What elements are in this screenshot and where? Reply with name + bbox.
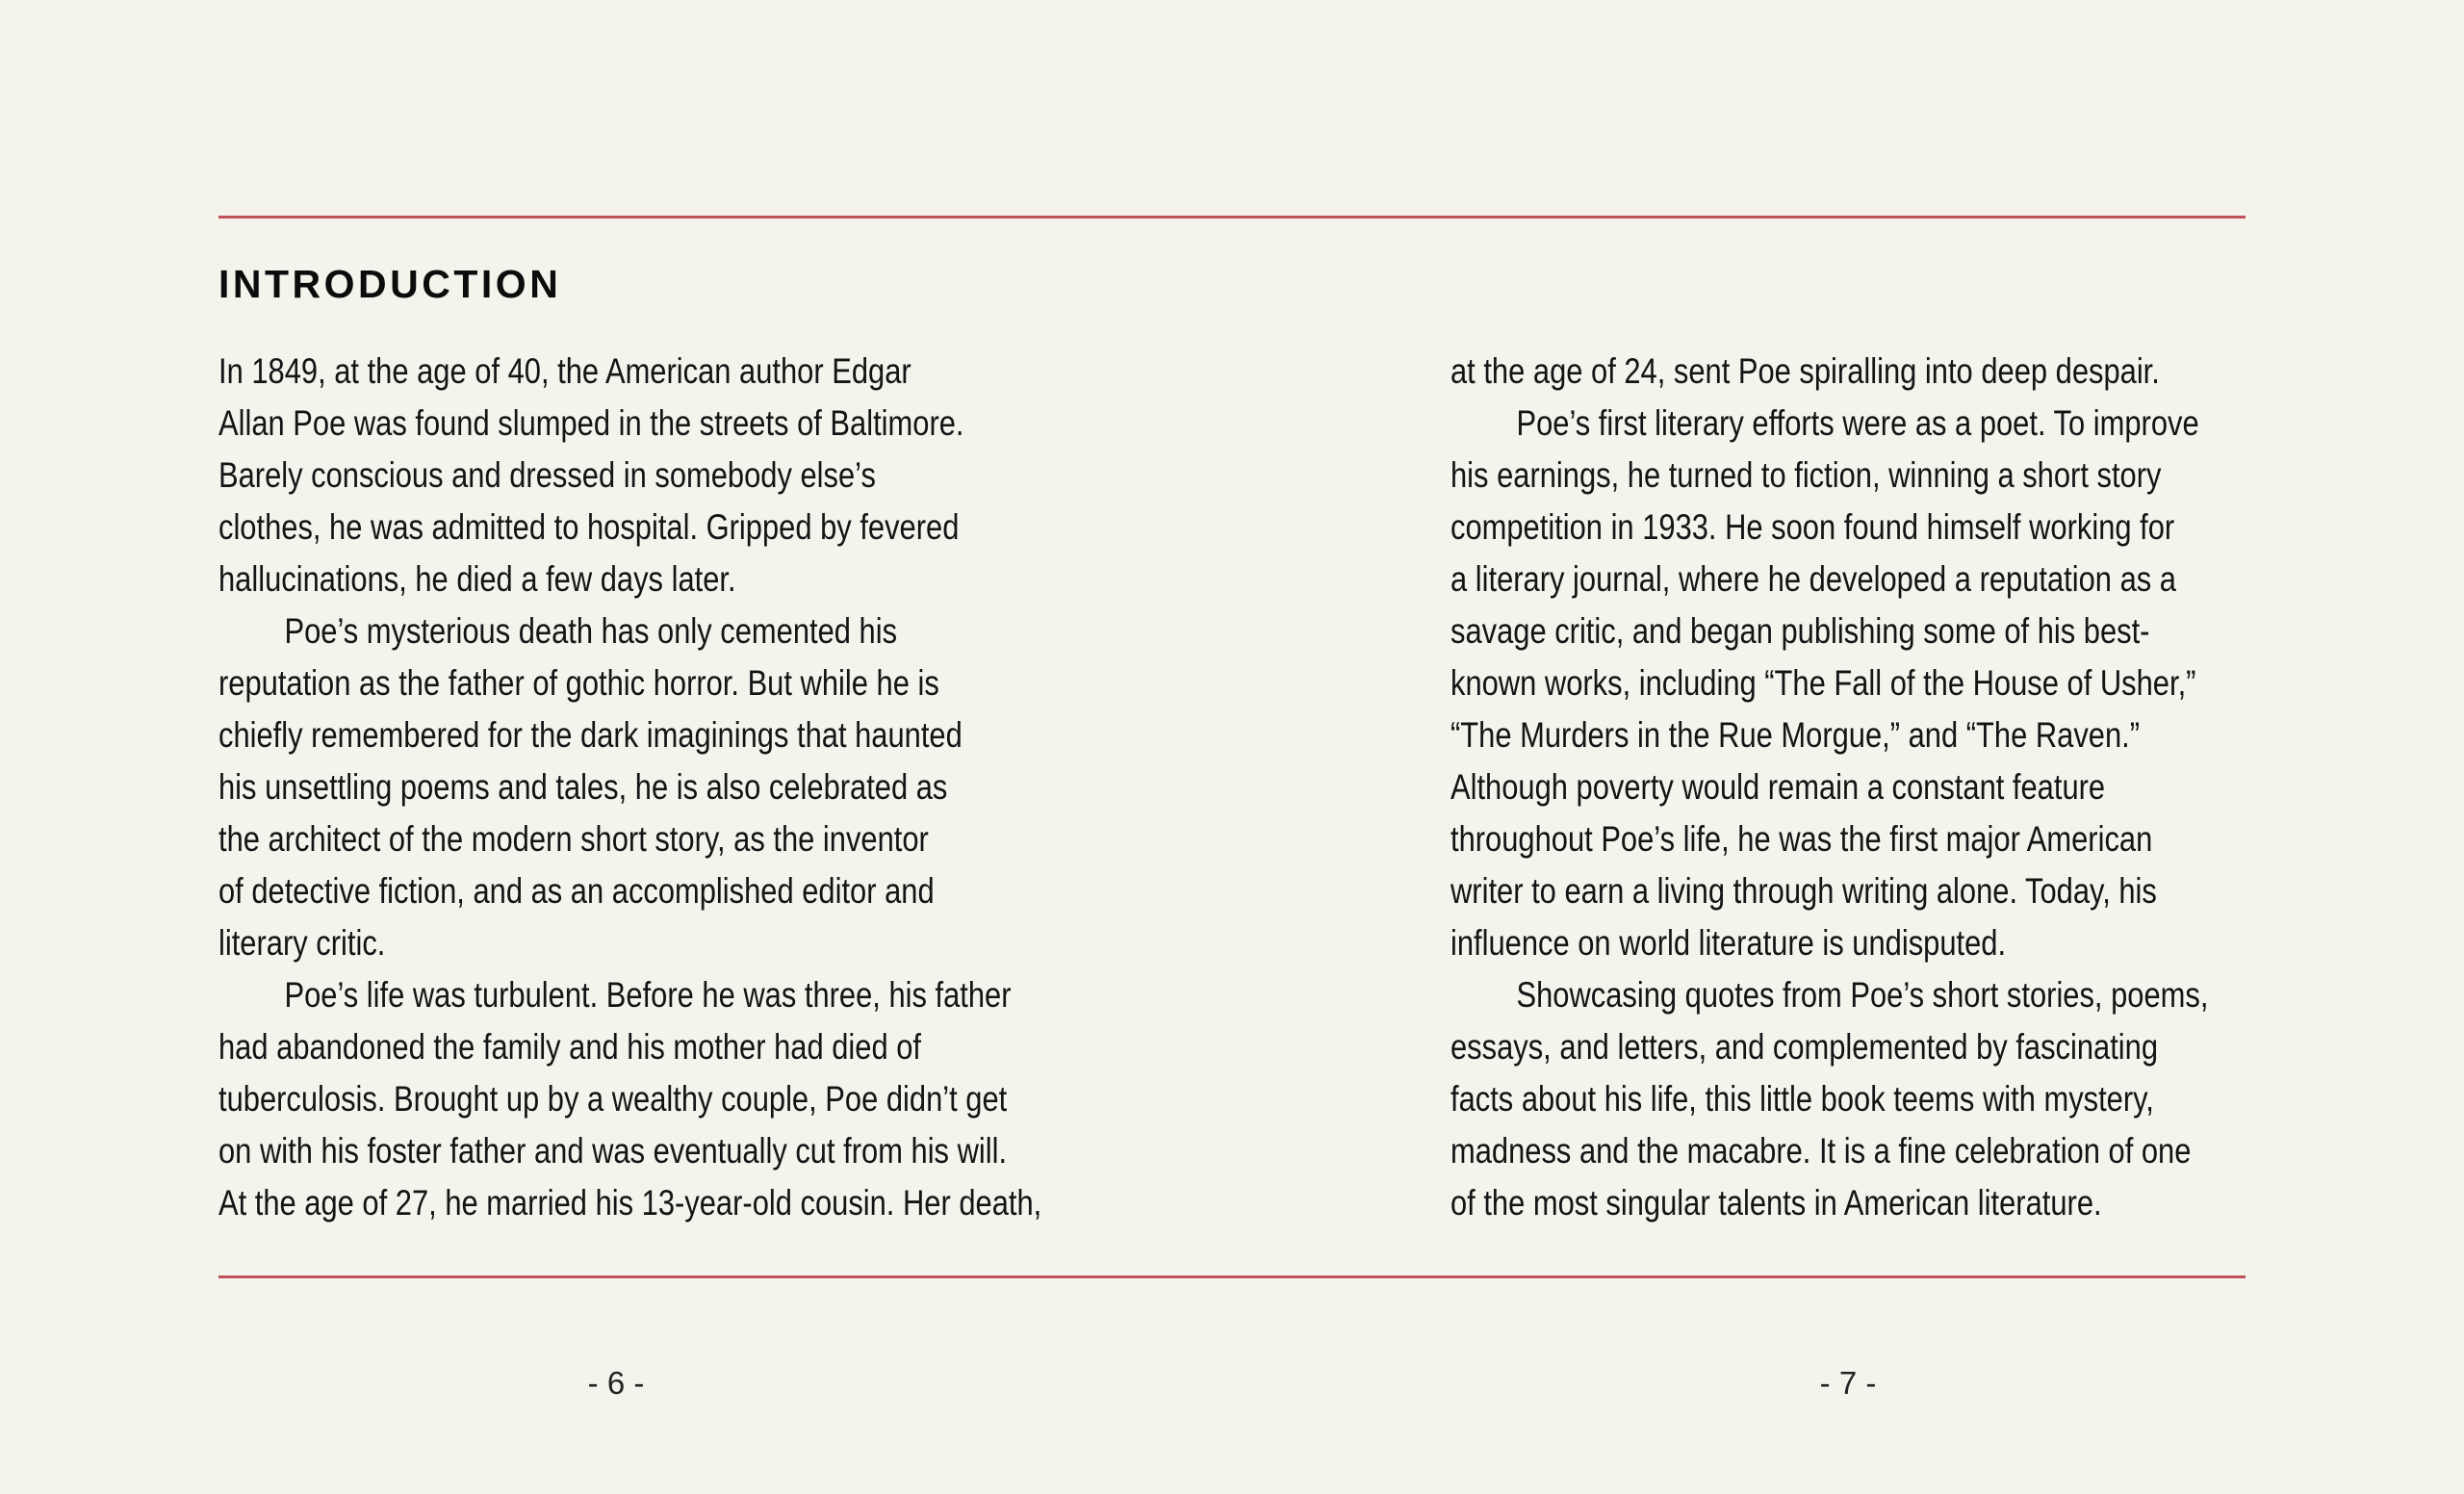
text-line: hallucinations, he died a few days later. [218,559,736,599]
text-line: Barely conscious and dressed in somebody else’s [218,455,876,495]
text-line: throughout Poe’s life, he was the first major American [1450,819,2153,859]
left-page-text-column [218,346,1085,1229]
bottom-divider-rule [218,1275,2246,1278]
text-line: known works, including “The Fall of the House of Usher,” [1450,663,2196,703]
text-line: the architect of the modern short story, as the inventor [218,819,929,859]
text-line: Poe’s life was turbulent. Before he was three, his father [284,975,1012,1015]
text-line: Allan Poe was found slumped in the streets of Baltimore. [218,403,964,443]
text-line: of the most singular talents in American literature. [1450,1183,2102,1223]
text-line: his earnings, he turned to fiction, winning a short story [1450,455,2162,495]
text-line: At the age of 27, he married his 13-year-old cousin. Her death, [218,1183,1042,1223]
section-heading: INTRODUCTION [218,262,562,306]
text-line: tuberculosis. Brought up by a wealthy couple, Poe didn’t get [218,1079,1008,1119]
text-line: his unsettling poems and tales, he is also celebrated as [218,767,948,807]
text-line: Poe’s first literary efforts were as a poet. To improve [1516,403,2199,443]
text-line: madness and the macabre. It is a fine celebration of one [1450,1131,2192,1171]
text-line: influence on world literature is undisputed. [1450,923,2007,963]
text-line: of detective fiction, and as an accomplished editor and [218,871,935,911]
text-line: literary critic. [218,923,386,963]
page-number-left: - 6 - [587,1365,645,1401]
text-line: Showcasing quotes from Poe’s short stories, poems, [1516,975,2209,1015]
text-line: reputation as the father of gothic horror. But while he is [218,663,939,703]
text-line: Although poverty would remain a constant feature [1450,767,2106,807]
text-line: at the age of 24, sent Poe spiralling into deep despair. [1450,351,2160,391]
text-line: essays, and letters, and complemented by fascinating [1450,1027,2159,1067]
text-line: chiefly remembered for the dark imaginings that haunted [218,715,962,755]
text-line: clothes, he was admitted to hospital. Gripped by fevered [218,507,960,547]
text-line: Poe’s mysterious death has only cemented his [284,611,898,651]
text-line: competition in 1933. He soon found himself working for [1450,507,2175,547]
page-number-right: - 7 - [1819,1365,1877,1401]
top-divider-rule [218,216,2246,219]
text-line: had abandoned the family and his mother had died of [218,1027,921,1067]
text-line: “The Murders in the Rue Morgue,” and “The Raven.” [1450,715,2141,755]
text-line: writer to earn a living through writing alone. Today, his [1450,871,2157,911]
right-page-text-column [1450,346,2317,1229]
text-line: facts about his life, this little book teems with mystery, [1450,1079,2154,1119]
text-line: savage critic, and began publishing some of his best- [1450,611,2150,651]
text-line: In 1849, at the age of 40, the American author Edgar [218,351,911,391]
text-line: on with his foster father and was eventually cut from his will. [218,1131,1008,1171]
text-line: a literary journal, where he developed a reputation as a [1450,559,2176,599]
